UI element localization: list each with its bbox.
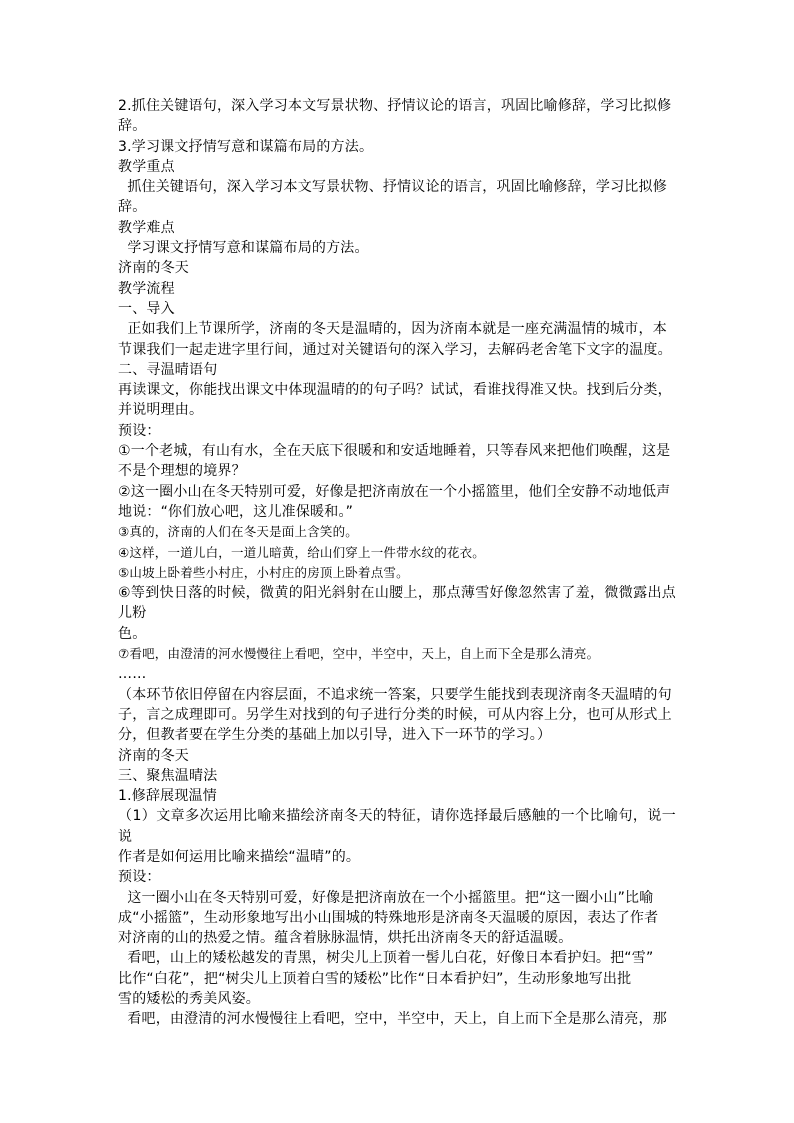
text-line-s4: ④这样，一道儿白，一道儿暗黄，给山们穿上一件带水纹的花衣。: [118, 544, 486, 560]
text-line-flow-heading: 教学流程: [118, 280, 175, 297]
text-line-a2-c: 雪的矮松的秀美风姿。: [118, 991, 260, 1008]
text-line-q1-a: （1）文章多次运用比喻来描绘济南冬天的特征，请你选择最后感触的一个比喻句，说一说: [118, 808, 676, 845]
text-line-intro-a: 正如我们上节课所学，济南的冬天是温晴的，因为济南本就是一座充满温情的城市，本: [118, 321, 667, 338]
text-line-ellipsis: ……: [118, 666, 147, 683]
text-line-note-b: 子，言之成理即可。另学生对找到的句子进行分类的时候，可从内容上分，也可从形式上: [118, 706, 672, 723]
text-line-intro-b: 节课我们一起走进字里行间，通过对关键语句的深入学习，去解码老舍笔下文字的温度。: [118, 341, 672, 358]
text-line-difficulty-heading: 教学难点: [118, 219, 175, 236]
text-line-s3: ③真的，济南的人们在冬天是面上含笑的。: [118, 524, 359, 540]
text-line-title-1: 济南的冬天: [118, 260, 189, 277]
text-line-a3-a: 看吧，由澄清的河水慢慢往上看吧，空中，半空中，天上，自上而下全是那么清亮，那: [118, 1011, 667, 1028]
text-line-note-c: 分，但教者要在学生分类的基础上加以引导，进入下一环节的学习。）: [118, 727, 552, 744]
text-line-s5: ⑤山坡上卧着些小村庄，小村庄的房顶上卧着点雪。: [118, 564, 409, 580]
text-line-sec-1: 一、导入: [118, 300, 175, 317]
text-line-preset-1: 预设：: [118, 422, 161, 439]
text-line-preset-2: 预设：: [118, 869, 161, 886]
text-line-s7: ⑦看吧，由澄清的河水慢慢往上看吧，空中，半空中，天上，自上而下全是那么清亮。: [118, 646, 600, 662]
text-line-s2-b: 地说：“你们放心吧，这儿准保暖和。”: [118, 503, 354, 520]
text-line-sub-1: 1.修辞展现温情: [118, 788, 217, 805]
text-line-q1-b: 作者是如何运用比喻来描绘“温晴”的。: [118, 848, 361, 865]
text-line-s6-b: 色。: [118, 625, 147, 642]
text-line-a2-a: 看吧，山上的矮松越发的青黑，树尖儿上顶着一髻儿白花，好像日本看护妇。把“雪”: [118, 950, 654, 967]
text-line-task-b: 并说明理由。: [118, 402, 204, 419]
text-line-difficulty: 学习课文抒情写意和谋篇布局的方法。: [118, 240, 369, 257]
text-line-task-a: 再读课文，你能找出课文中体现温晴的的句子吗？试试，看谁找得准又快。找到后分类，: [118, 382, 672, 399]
text-line-title-2: 济南的冬天: [118, 747, 189, 764]
text-line-s6-a: ⑥等到快日落的时候，微黄的阳光斜射在山腰上，那点薄雪好像忽然害了羞，微微露出点儿粉: [118, 585, 676, 622]
text-line-s1-a: ①一个老城，有山有水，全在天底下很暖和和安适地睡着，只等春风来把他们唤醒，这是: [118, 443, 671, 460]
text-line-goal-2-a: 2.抓住关键语句，深入学习本文写景状物、抒情议论的语言，巩固比喻修辞，学习比拟修: [118, 98, 672, 114]
text-line-note-a: （本环节依旧停留在内容层面，不追求统一答案，只要学生能找到表现济南冬天温晴的句: [118, 686, 672, 703]
text-line-a1-c: 对济南的山的热爱之情。蕴含着脉脉温情，烘托出济南冬天的舒适温暖。: [118, 930, 573, 947]
text-line-s2-a: ②这一圈小山在冬天特别可爱，好像是把济南放在一个小摇篮里，他们全安静不动地低声: [118, 483, 671, 500]
text-line-goal-2-b: 辞。: [118, 118, 147, 135]
text-line-a2-b: 比作“白花”，把“树尖儿上顶着白雪的矮松”比作“日本看护妇”，生动形象地写出批: [118, 970, 632, 987]
text-line-key-point-heading: 教学重点: [118, 158, 175, 175]
text-line-a1-b: 成“小摇篮”，生动形象地写出小山围城的特殊地形是济南冬天温暖的原因，表达了作者: [118, 909, 659, 926]
text-line-s1-b: 不是个理想的境界？: [118, 463, 246, 480]
text-line-a1-a: 这一圈小山在冬天特别可爱，好像是把济南放在一个小摇篮里。把“这一圈小山”比喻: [118, 889, 654, 906]
text-line-sec-2: 二、寻温晴语句: [118, 361, 218, 378]
text-line-key-point-b: 辞。: [118, 199, 147, 216]
text-line-goal-3: 3.学习课文抒情写意和谋篇布局的方法。: [118, 138, 374, 155]
text-line-sec-3: 三、聚焦温晴法: [118, 767, 218, 784]
text-line-key-point-a: 抓住关键语句，深入学习本文写景状物、抒情议论的语言，巩固比喻修辞，学习比拟修: [118, 179, 667, 196]
